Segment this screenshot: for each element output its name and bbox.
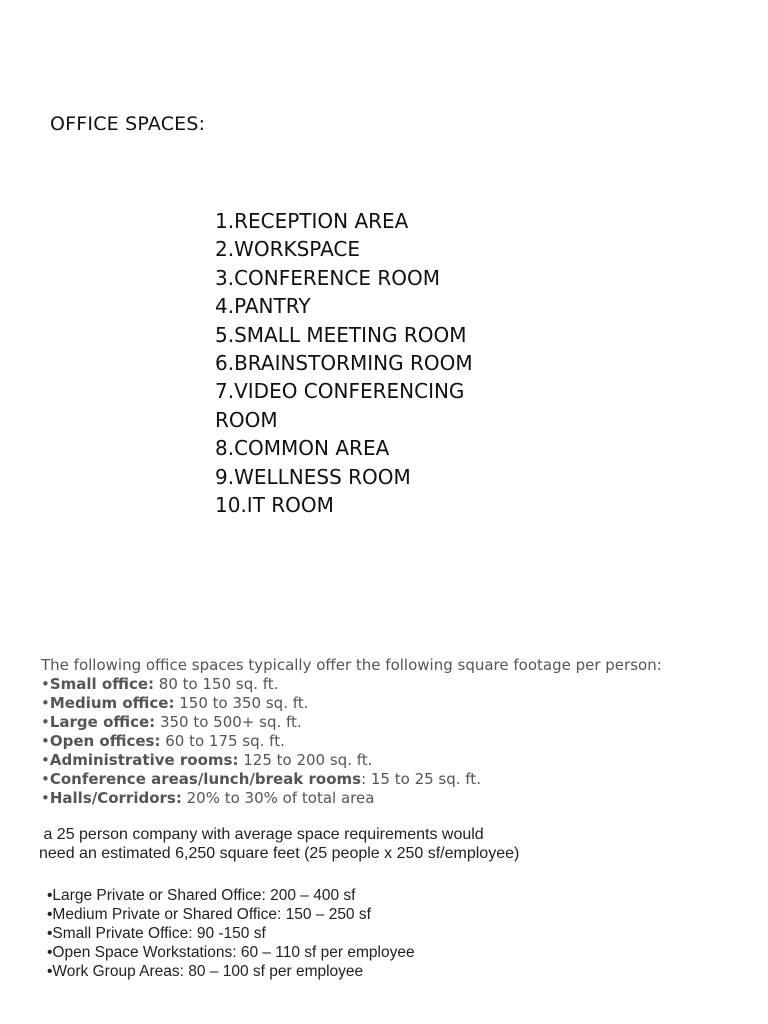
footage-row: •Small office: 80 to 150 sq. ft. [41, 675, 279, 693]
footage-row: •Conference areas/lunch/break rooms: 15 to 25 sq. ft. [41, 770, 481, 788]
footage-value: 350 to 500+ sq. ft. [155, 713, 302, 731]
list-item: •Medium Private or Shared Office: 150 – 250 sf [47, 906, 371, 923]
list-item: 4.PANTRY [215, 294, 311, 319]
footage-label: Large office: [49, 713, 156, 731]
footage-value: 60 to 175 sq. ft. [160, 732, 285, 750]
footage-label: Administrative rooms: [49, 751, 239, 769]
footage-value: 80 to 150 sq. ft. [154, 675, 279, 693]
footage-row: •Medium office: 150 to 350 sq. ft. [41, 694, 309, 712]
footage-value: : 15 to 25 sq. ft. [361, 770, 481, 788]
list-item: •Small Private Office: 90 -150 sf [47, 925, 266, 942]
company-estimate [39, 825, 739, 863]
list-item: 7.VIDEO CONFERENCING [215, 379, 465, 404]
footage-label: Medium office: [49, 694, 175, 712]
list-item: 8.COMMON AREA [215, 436, 390, 461]
footage-row: •Open offices: 60 to 175 sq. ft. [41, 732, 285, 750]
square-footage-section [41, 656, 741, 808]
footage-value: 125 to 200 sq. ft. [238, 751, 373, 769]
footage-value: 150 to 350 sq. ft. [174, 694, 309, 712]
list-item: 9.WELLNESS ROOM [215, 464, 411, 489]
footage-row: •Administrative rooms: 125 to 200 sq. ft. [41, 751, 373, 769]
list-item: •Large Private or Shared Office: 200 – 400 sf [47, 887, 356, 904]
list-item: 1.RECEPTION AREA [215, 209, 409, 233]
list-item: 5.SMALL MEETING ROOM [215, 322, 467, 347]
footage-row: •Large office: 350 to 500+ sq. ft. [41, 713, 302, 731]
company-estimate-line: need an estimated 6,250 square feet (25 people x 250 sf/employee) [39, 845, 520, 862]
list-item: 6.BRAINSTORMING ROOM [215, 351, 473, 376]
list-item: •Work Group Areas: 80 – 100 sf per employee [47, 963, 364, 980]
list-item: •Open Space Workstations: 60 – 110 sf per employee [47, 944, 415, 961]
list-item: ROOM [215, 407, 278, 432]
footage-label: Small office: [49, 675, 155, 693]
list-item: 10.IT ROOM [215, 493, 334, 518]
footage-label: Halls/Corridors: [49, 789, 182, 807]
footage-label: Conference areas/lunch/break rooms [49, 770, 362, 788]
footage-label: Open offices: [49, 732, 161, 750]
sf-ranges-list [47, 886, 747, 981]
list-item: 3.CONFERENCE ROOM [215, 265, 440, 290]
page-title: OFFICE SPACES: [50, 113, 206, 135]
company-estimate-line: a 25 person company with average space requirements would [39, 826, 484, 843]
footage-row: •Halls/Corridors: 20% to 30% of total area [41, 789, 375, 807]
office-spaces-list [215, 207, 515, 519]
footage-value: 20% to 30% of total area [181, 789, 375, 807]
footage-intro: The following office spaces typically offer the following square footage per person: [41, 656, 662, 674]
list-item: 2.WORKSPACE [215, 237, 361, 262]
